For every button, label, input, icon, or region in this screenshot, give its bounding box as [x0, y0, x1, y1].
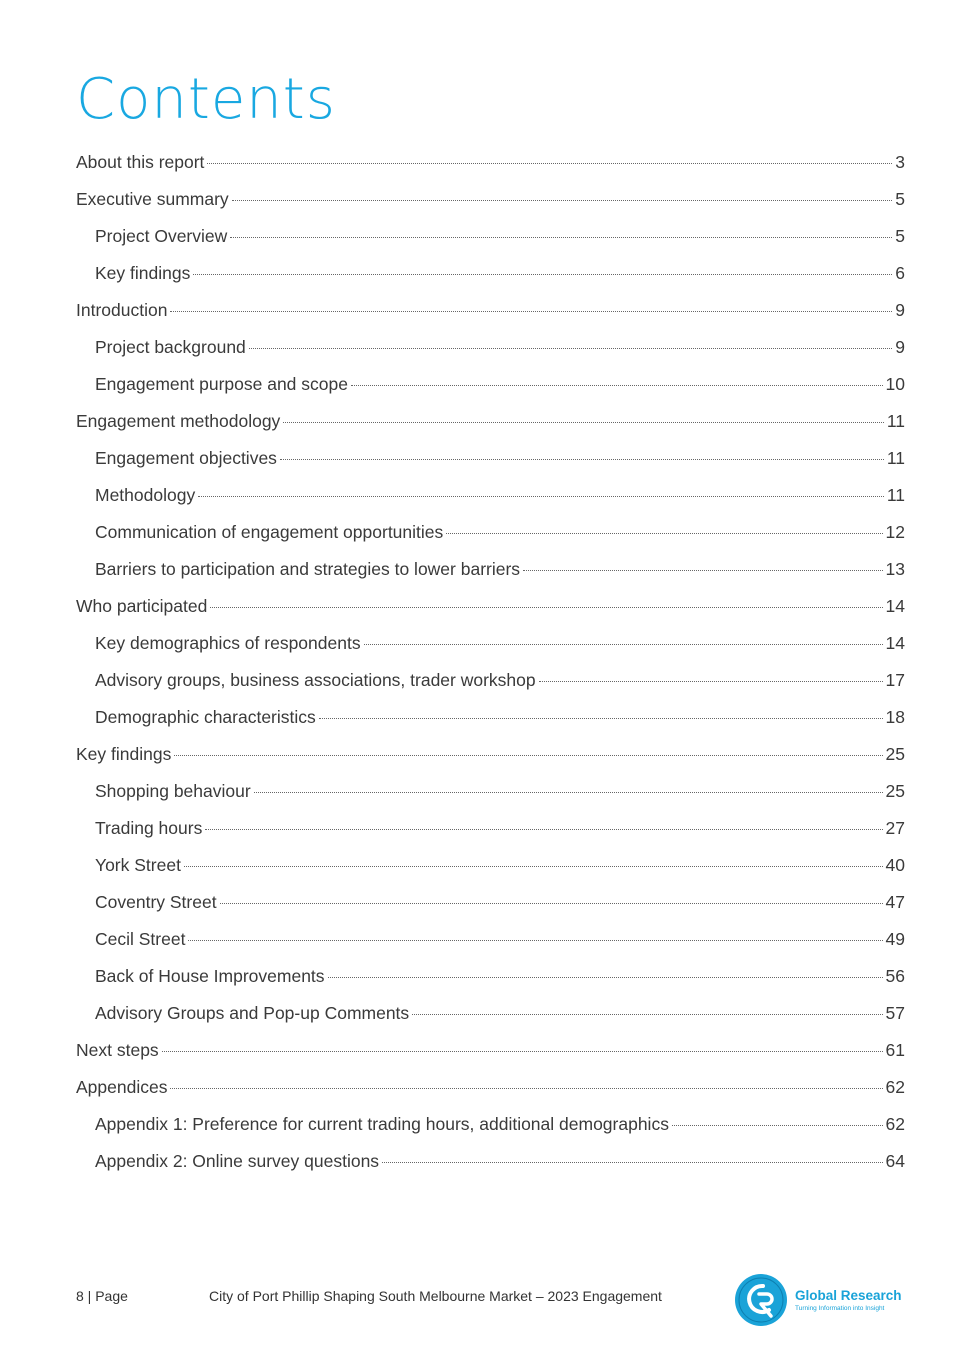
toc-page-number: 14: [885, 596, 905, 616]
toc-entry-title: Key findings: [95, 263, 191, 283]
toc-entry-title: Engagement methodology: [76, 411, 281, 431]
toc-entry-title: Demographic characteristics: [95, 707, 316, 727]
toc-entry-title: Appendix 1: Preference for current trading hours, additional demographics: [95, 1114, 669, 1134]
toc-entry-title: York Street: [95, 855, 181, 875]
toc-entry-title: Engagement objectives: [95, 448, 277, 468]
toc-entry-title: Methodology: [95, 485, 196, 505]
toc-dot-leader: [351, 384, 883, 386]
toc-page-number: 27: [885, 818, 905, 838]
toc-entry[interactable]: [76, 1106, 905, 1143]
toc-entry-title: Advisory Groups and Pop-up Comments: [95, 1003, 410, 1023]
toc-page-number: 3: [895, 152, 905, 172]
toc-entry-title: Executive summary: [76, 189, 229, 209]
toc-page-number: 11: [886, 448, 905, 468]
toc-page-number: 47: [885, 892, 905, 912]
logo-tagline: Turning Information into Insight: [795, 1305, 885, 1312]
toc-page-number: 13: [885, 559, 905, 579]
toc-entry[interactable]: [76, 884, 905, 921]
toc-entry[interactable]: [76, 218, 905, 255]
toc-entry[interactable]: [76, 847, 905, 884]
toc-entry[interactable]: [76, 1032, 905, 1069]
toc-page-number: 49: [885, 929, 905, 949]
toc-dot-leader: [319, 717, 883, 719]
toc-dot-leader: [170, 1087, 882, 1089]
toc-page-number: 25: [885, 781, 905, 801]
toc-dot-leader: [232, 199, 893, 201]
toc-entry-title: Cecil Street: [95, 929, 186, 949]
toc-dot-leader: [193, 273, 892, 275]
toc-dot-leader: [412, 1013, 882, 1015]
toc-dot-leader: [539, 680, 883, 682]
toc-entry-title: Appendix 2: Online survey questions: [95, 1151, 380, 1171]
toc-dot-leader: [280, 458, 884, 460]
toc-dot-leader: [220, 902, 883, 904]
toc-page-number: 56: [885, 966, 905, 986]
toc-entry[interactable]: [76, 588, 905, 625]
toc-dot-leader: [254, 791, 883, 793]
toc-page-number: 40: [885, 855, 905, 875]
toc-page-number: 9: [895, 300, 905, 320]
toc-page-number: 18: [885, 707, 905, 727]
toc-dot-leader: [198, 495, 884, 497]
toc-dot-leader: [446, 532, 882, 534]
toc-entry-title: Project Overview: [95, 226, 228, 246]
toc-page-number: 17: [885, 670, 905, 690]
toc-dot-leader: [184, 865, 883, 867]
logo-name: Global Research: [795, 1288, 902, 1303]
toc-entry-title: Trading hours: [95, 818, 203, 838]
toc-entry[interactable]: [76, 810, 905, 847]
toc-entry[interactable]: [76, 255, 905, 292]
toc-entry-title: Next steps: [76, 1040, 159, 1060]
toc-entry[interactable]: [76, 292, 905, 329]
toc-page-number: 5: [895, 226, 905, 246]
toc-dot-leader: [523, 569, 882, 571]
toc-entry-title: Key findings: [76, 744, 172, 764]
toc-entry[interactable]: [76, 477, 905, 514]
toc-entry[interactable]: [76, 625, 905, 662]
toc-entry-title: Engagement purpose and scope: [95, 374, 348, 394]
toc-dot-leader: [230, 236, 892, 238]
toc-entry-title: Back of House Improvements: [95, 966, 325, 986]
toc-entry[interactable]: [76, 736, 905, 773]
toc-page-number: 62: [885, 1077, 905, 1097]
toc-entry-title: Project background: [95, 337, 246, 357]
toc-entry[interactable]: [76, 958, 905, 995]
toc-entry[interactable]: [76, 366, 905, 403]
toc-entry-title: Communication of engagement opportunities: [95, 522, 444, 542]
toc-page-number: 61: [885, 1040, 905, 1060]
toc-page-number: 14: [885, 633, 905, 653]
footer-document-title: City of Port Phillip Shaping South Melbourne Market – 2023 Engagement: [209, 1288, 662, 1304]
toc-page-number: 62: [885, 1114, 905, 1134]
toc-entry[interactable]: [76, 440, 905, 477]
toc-page-number: 11: [886, 485, 905, 505]
toc-entry[interactable]: [76, 773, 905, 810]
toc-entry-title: Advisory groups, business associations, trader workshop: [95, 670, 536, 690]
toc-dot-leader: [210, 606, 882, 608]
table-of-contents: [76, 144, 905, 1180]
toc-dot-leader: [283, 421, 884, 423]
toc-dot-leader: [207, 162, 892, 164]
toc-entry-title: About this report: [76, 152, 205, 172]
toc-entry[interactable]: [76, 403, 905, 440]
toc-dot-leader: [328, 976, 883, 978]
toc-entry-title: Who participated: [76, 596, 208, 616]
toc-entry-title: Barriers to participation and strategies to lower barriers: [95, 559, 521, 579]
toc-dot-leader: [205, 828, 882, 830]
toc-dot-leader: [162, 1050, 883, 1052]
toc-entry[interactable]: [76, 995, 905, 1032]
toc-dot-leader: [188, 939, 882, 941]
logo-icon: [733, 1272, 789, 1328]
toc-page-number: 12: [885, 522, 905, 542]
footer-page-number: 8 | Page: [76, 1288, 128, 1304]
toc-page-number: 5: [895, 189, 905, 209]
toc-entry[interactable]: [76, 699, 905, 736]
toc-entry-title: Coventry Street: [95, 892, 217, 912]
toc-entry[interactable]: [76, 1069, 905, 1106]
toc-dot-leader: [672, 1124, 883, 1126]
toc-page-number: 10: [885, 374, 905, 394]
toc-entry[interactable]: [76, 662, 905, 699]
toc-entry[interactable]: [76, 181, 905, 218]
toc-page-number: 25: [885, 744, 905, 764]
toc-page-number: 9: [895, 337, 905, 357]
toc-page-number: 6: [895, 263, 905, 283]
toc-dot-leader: [382, 1161, 882, 1163]
toc-dot-leader: [174, 754, 882, 756]
toc-entry[interactable]: [76, 329, 905, 366]
toc-entry-title: Introduction: [76, 300, 168, 320]
toc-page-number: 64: [885, 1151, 905, 1171]
toc-entry-title: Key demographics of respondents: [95, 633, 361, 653]
global-research-logo: [733, 1272, 908, 1332]
toc-page-number: 57: [885, 1003, 905, 1023]
toc-dot-leader: [170, 310, 892, 312]
toc-dot-leader: [364, 643, 883, 645]
page-title: Contents: [76, 67, 336, 132]
toc-entry-title: Appendices: [76, 1077, 168, 1097]
toc-dot-leader: [249, 347, 892, 349]
toc-entry[interactable]: [76, 551, 905, 588]
toc-entry-title: Shopping behaviour: [95, 781, 251, 801]
toc-page-number: 11: [886, 411, 905, 431]
toc-entry[interactable]: [76, 514, 905, 551]
toc-entry[interactable]: [76, 144, 905, 181]
toc-entry[interactable]: [76, 921, 905, 958]
toc-entry[interactable]: [76, 1143, 905, 1180]
